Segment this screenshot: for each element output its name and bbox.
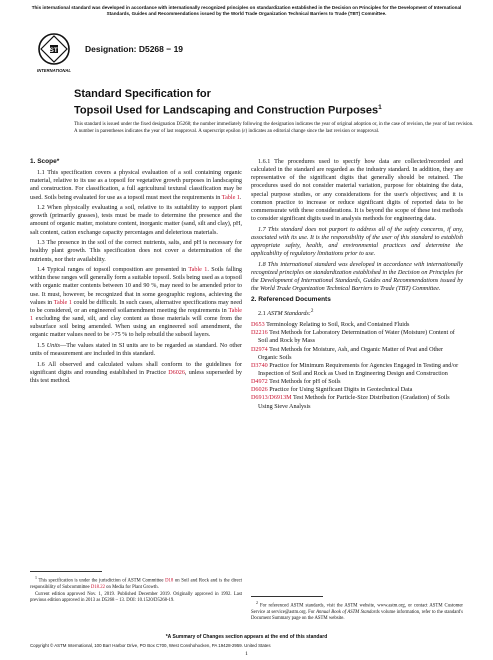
list-item: D4972 Test Methods for pH of Soils [251, 379, 341, 386]
footnote-divider [251, 596, 323, 597]
para-2-1: 2.1 ASTM Standards:$^2$ [258, 308, 314, 318]
standard-link[interactable]: D2216 [251, 330, 268, 337]
para-1-2: 1.2 When physically evaluating a soil, relative to its suitability to support plant growth (primarily grasses), tests must be made to determine the presence and the amount of organic matter, moisture content, inorganic matter (sand, silt and clay), pH, salt content, cation exchange capacity percentages and deleterious materials. [30, 205, 242, 236]
logo-text-bottom: INTERNATIONAL [37, 68, 71, 73]
list-item: D2974 Test Methods for Moisture, Ash, and Organic Matter of Peat and Other Organic Soils [251, 346, 444, 361]
title-line-2 [74, 101, 474, 118]
page-number: 1 [245, 651, 248, 657]
para-1-6: 1.6 All observed and calculated values shall conform to the guidelines for significant digits and rounding established in Practice D6026, unless superseded by this test method. [30, 361, 242, 384]
table-1-link[interactable]: Table 1 [188, 267, 208, 274]
list-item: D653 Terminology Relating to Soil, Rock, and Contained Fluids [251, 322, 410, 329]
summary-of-changes-note: *A Summary of Changes section appears at the end of this standard [165, 634, 328, 640]
list-item: D6913/D6913M Test Methods for Particle-Size Distribution (Gradation) of Soils Using Sieve Analysis [251, 395, 450, 410]
table-1-link[interactable]: Table 1 [30, 307, 242, 322]
footnote-1: $^1$ This specification is under the jurisdiction of ASTM Committee D18 on Soil and Rock and is the direct responsibility of Subcommittee D18.22 on Media for Plant Growth. [30, 575, 243, 590]
para-1-6-1: 1.6.1 The procedures used to specify how data are collected/recorded and calculated in the standard are regarded as the industry standard. In addition, they are representative of the significant digits that generally should be retained. The procedures used do not consider material variation, purpose for obtaining the data, special purpose studies, or any considerations for the user's objectives; and it is common practice to increase or reduce significant digits of reported data to be commensurate with these considerations. It is beyond the scope of these test methods to consider significant digits used in analysis methods for engineering data. [251, 159, 463, 223]
title-footnote-mark: 1 [378, 104, 382, 111]
subcommittee-d18-22-link[interactable]: D18.22 [90, 584, 105, 590]
title-line-1: Standard Specification for [74, 88, 211, 100]
list-item: D6026 Practice for Using Significant Digits in Geotechnical Data [251, 387, 413, 394]
para-1-1: 1.1 This specification covers a physical evaluation of a soil containing organic material, relative to its use as a topsoil for vegetative growth purposes in landscaping and construction. For classification, a full agricultural textural classification may be used. Soils being evaluated for use as a topsoil must meet the requirements in Table 1. [30, 170, 242, 201]
copyright-line: Copyright © ASTM International, 100 Barr Harbor Drive, PO Box C700, West Conshohocken, PA 19428-2959. United States [30, 643, 271, 648]
logo-text-top: ASTM [44, 47, 64, 54]
astm-logo-icon [30, 30, 78, 74]
referenced-standards-list [251, 321, 463, 411]
standard-link[interactable]: D2974 [251, 346, 268, 353]
standard-link[interactable]: D3740 [251, 362, 268, 369]
list-item: D3740 Practice for Minimum Requirements for Agencies Engaged in Testing and/or Inspection of Soil and Rock as Used in Engineering Design and Construction [251, 362, 459, 377]
document-title [74, 87, 474, 118]
left-column [30, 158, 242, 387]
standard-link[interactable]: D6913/D6913M [251, 395, 292, 402]
standard-issue-notice: This standard is issued under the fixed designation D5268; the number immediately following the designation indicates the year of original adoption or, in the case of revision, the year of last revision. A number in parentheses indicates the year of last reapproval. A superscript epsilon (ε) indicates an editorial change since the last revision or reapproval. [74, 122, 474, 134]
para-1-3: 1.3 The presence in the soil of the correct nutrients, salts, and pH is necessary for healthy plant growth. This specification does not cover a determination of the nutrients, nor their availability. [30, 240, 242, 263]
right-column [251, 158, 463, 411]
table-1-link[interactable]: Table 1 [53, 299, 72, 306]
d6026-link[interactable]: D6026 [168, 369, 185, 376]
standard-link[interactable]: D4972 [251, 379, 268, 386]
para-1-5: 1.5 Units—The values stated in SI units are to be regarded as standard. No other units of measurement are included in this standard. [30, 342, 242, 357]
para-1-4: 1.4 Typical ranges of topsoil composition are presented in Table 1. Soils falling within these ranges will generally form a suitable topsoil. Soils being used as a topsoil with organic matter contents between 10 and 90 %, may need to be amended prior to use. It must, however, be recognized that in some geographic regions, achieving the values in Table 1 could be difficult. In such cases, alternative specifications may need to be considered, or an engineered soilamendment meeting the requirements in Table 1 excluding the sand, silt, and clay content as those materials will come from the subsurface soil being amended. When using an engineered soil amendment, the organic matter values need to be >75 % to help rebuild the subsoil layers. [30, 267, 242, 339]
international-standard-notice: This international standard was developed in accordance with internationally recognized principles on standardization established in the Decision on Principles for the Development of International Standards, Guides and Recommendations issued by the World Trade Organization Technical Barriers to Trade (TBT) Committee. [31, 5, 462, 16]
list-item: D2216 Test Methods for Laboratory Determination of Water (Moisture) Content of Soil and Rock by Mass [251, 330, 455, 345]
designation: Designation: D5268 − 19 [85, 44, 184, 54]
footnote-2: $^2$ For referenced ASTM standards, visit the ASTM website, www.astm.org, or contact ASTM Customer Service at service@astm.org. For Annual Book of ASTM Standards volume information, refer to the standard's Document Summary page on the ASTM website. [251, 600, 464, 621]
para-1-7: 1.7 This standard does not purport to address all of the safety concerns, if any, associated with its use. It is the responsibility of the user of this standard to establish appropriate safety, health, and environmental practices and determine the applicability of regulatory limitations prior to use. [251, 226, 463, 258]
table-1-link[interactable]: Table 1 [221, 194, 240, 201]
standard-link[interactable]: D6026 [251, 387, 268, 394]
section-referenced-documents-heading: 2. Referenced Documents [251, 296, 331, 304]
footnote-divider [30, 571, 102, 572]
footnotes-right [251, 596, 463, 623]
footnote-1-edition: Current edition approved Nov. 1, 2019. Published December 2019. Originally approved in 1992. Last previous edition approved in 2013 as D5268 – 13. DOI: 10.1520/D5268-19. [30, 592, 242, 604]
footnotes-left [30, 571, 242, 606]
para-1-8: 1.8 This international standard was developed in accordance with internationally recognized principles on standardization established in the Decision on Principles for the Development of International Standards, Guides and Recommendations issued by the World Trade Organization Technical Barriers to Trade (TBT) Committee. [251, 261, 463, 293]
standard-link[interactable]: D653 [251, 322, 265, 329]
section-scope-heading: 1. Scope* [30, 158, 60, 165]
title-main: Topsoil Used for Landscaping and Construction Purposes [74, 104, 379, 117]
committee-d18-link[interactable]: D18 [165, 578, 174, 584]
